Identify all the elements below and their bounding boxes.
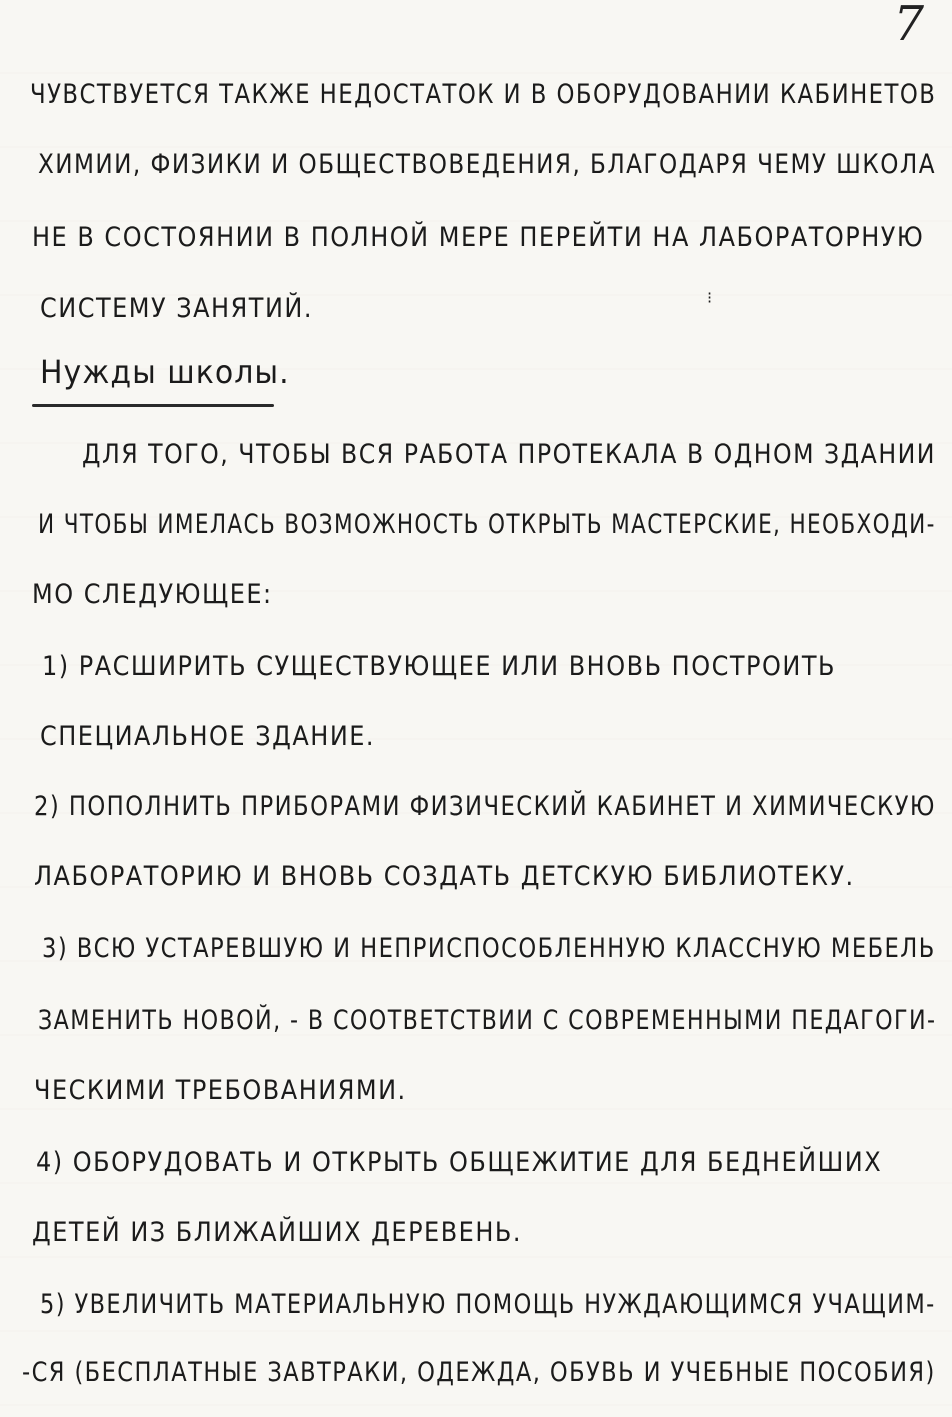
list-item-5-line-1: 5) УВЕЛИЧИТЬ МАТЕРИАЛЬНУЮ ПОМОЩЬ НУЖДАЮЩИМСЯ УЧАЩИМ- [40,1288,936,1320]
page-number: 7 [893,0,924,52]
ink-mark: ⁝ [707,288,713,307]
list-item-4-line-1: 4) ОБОРУДОВАТЬ И ОТКРЫТЬ ОБЩЕЖИТИЕ ДЛЯ БЕДНЕЙШИХ [36,1146,883,1178]
text-line-6: И ЧТОБЫ ИМЕЛАСЬ ВОЗМОЖНОСТЬ ОТКРЫТЬ МАСТЕРСКИЕ, НЕОБХОДИ- [38,508,936,540]
list-item-1-line-2: СПЕЦИАЛЬНОЕ ЗДАНИЕ. [40,720,376,752]
list-item-3-line-3: ЧЕСКИМИ ТРЕБОВАНИЯМИ. [34,1074,407,1106]
list-item-2-line-1: 2) ПОПОЛНИТЬ ПРИБОРАМИ ФИЗИЧЕСКИЙ КАБИНЕТ И ХИМИЧЕСКУЮ [34,790,936,822]
list-item-2-line-2: ЛАБОРАТОРИЮ И ВНОВЬ СОЗДАТЬ ДЕТСКУЮ БИБЛИОТЕКУ. [34,860,855,892]
text-line-3: НЕ В СОСТОЯНИИ В ПОЛНОЙ МЕРЕ ПЕРЕЙТИ НА ЛАБОРАТОРНУЮ [32,221,925,253]
text-line-4: СИСТЕМУ ЗАНЯТИЙ. [40,292,313,324]
list-item-3-line-1: 3) ВСЮ УСТАРЕВШУЮ И НЕПРИСПОСОБЛЕННУЮ КЛАССНУЮ МЕБЕЛЬ [42,932,936,964]
list-item-1-line-1: 1) РАСШИРИТЬ СУЩЕСТВУЮЩЕЕ ИЛИ ВНОВЬ ПОСТРОИТЬ [42,650,836,682]
text-line-2: ХИМИИ, ФИЗИКИ И ОБЩЕСТВОВЕДЕНИЯ, БЛАГОДАРЯ ЧЕМУ ШКОЛА [38,148,936,180]
list-item-4-line-2: ДЕТЕЙ ИЗ БЛИЖАЙШИХ ДЕРЕВЕНЬ. [32,1216,522,1248]
list-item-3-line-2: ЗАМЕНИТЬ НОВОЙ, - В СООТВЕТСТВИИ С СОВРЕМЕННЫМИ ПЕДАГОГИ- [38,1004,937,1036]
text-line-5: ДЛЯ ТОГО, ЧТОБЫ ВСЯ РАБОТА ПРОТЕКАЛА В ОДНОМ ЗДАНИИ [82,438,936,470]
heading-underline [32,404,274,407]
list-item-5-line-2: -СЯ (БЕСПЛАТНЫЕ ЗАВТРАКИ, ОДЕЖДА, ОБУВЬ И УЧЕБНЫЕ ПОСОБИЯ) [22,1356,936,1388]
text-line-1: ЧУВСТВУЕТСЯ ТАКЖЕ НЕДОСТАТОК И В ОБОРУДОВАНИИ КАБИНЕТОВ [30,78,937,110]
text-line-7: МО СЛЕДУЮЩЕЕ: [32,578,273,610]
section-heading: Нужды школы. [40,353,290,392]
